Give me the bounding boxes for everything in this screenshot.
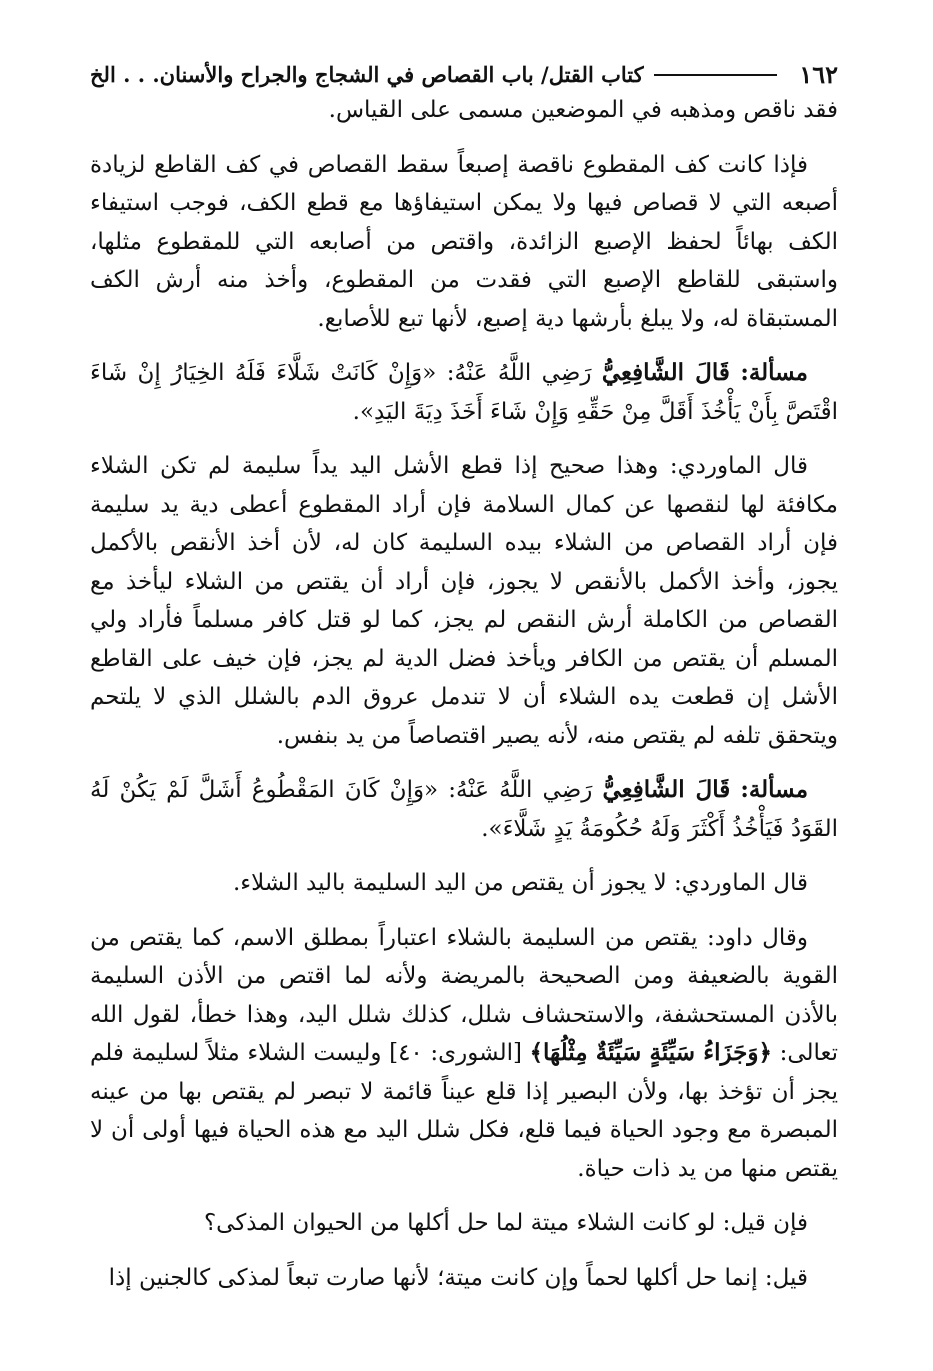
paragraph-5-end: [الشورى: ٤٠] وليست الشلاء مثلاً لسليمة فلم يجز أن تؤخذ بها، ولأن البصير إذا قلع عيناً قائمة لا تبصر لم يقتص بها من عينه المبصرة مع وجود الحياة فيما قلع، فكل شلل اليد مع هذه الحياة فيها أولى أن لا يقتص منها من يد ذات حياة. (90, 1040, 838, 1182)
shafii-heading: قَالَ الشَّافِعِيُّ (601, 359, 730, 386)
paragraph-2: فإذا كانت كف المقطوع ناقصة إصبعاً سقط القصاص في كف القاطع لزيادة أصبعه التي لا قصاص فيها ولا يمكن استيفاؤها مع قطع الكف، فوجب استيفاء الكف بهائاً لحفظ الإصبع الزائدة، واقتص من أصابعه التي للمقطوع مثلها، واستبقى للقاطع الإصبع التي فقدت من المقطوع، وأخذ منه أرش الكف المستبقاة له، ولا يبلغ بأرشها دية إصبع، لأنها تبع للأصابع. (90, 151, 838, 332)
body-text (90, 91, 838, 1297)
masala-quote: رَضِي اللَّهُ عَنْهُ: «وَإِنْ كَانَ المَقْطُوعُ أَشَلَّ لَمْ يَكُنْ لَهُ القَوَدُ فَيَأْخُذُ أَكْثَرَ وَلَهُ حُكُومَةُ يَدٍ شَلَّاءَ». (90, 777, 838, 842)
paragraph-5 (90, 919, 838, 1189)
masala-quote: رَضِي اللَّهُ عَنْهُ: «وَإِنْ كَانَتْ شَلَّاءَ فَلَهُ الخِيَارُ إِنْ شَاءَ اقْتَصَّ بِأَنْ يَأْخُذَ أَقَلَّ مِنْ حَقِّهِ وَإِنْ شَاءَ أَخَذَ دِيَةَ اليَدِ». (90, 360, 838, 425)
paragraph-6: فإن قيل: لو كانت الشلاء ميتة لما حل أكلها من الحيوان المذكى؟ (203, 1210, 808, 1236)
masala-label: مسألة: (740, 776, 809, 803)
page-header (90, 60, 838, 91)
paragraph-5-start: وقال داود: يقتص من السليمة بالشلاء اعتباراً بمطلق الاسم، كما يقتص من القوية بالضعيفة ومن الصحيحة بالمريضة ولأنه لما اقتص من الأذن السليمة بالأذن المستحشفة، والاستحشاف شلل، كذلك شلل اليد، وهذا خطأ، لقول الله تعالى: (90, 924, 839, 1066)
paragraph-3: قال الماوردي: وهذا صحيح إذا قطع الأشل اليد يداً سليمة لم تكن الشلاء مكافئة لها لنقصها عن كمال السلامة فإن أراد المقطوع أعطى دية يد سليمة فإن أراد القصاص من الشلاء بيده السليمة كان له، لأن أخذ الأنقص بالأكمل يجوز، وأخذ الأكمل بالأنقص لا يجوز، فإن أراد أن يقتص من الشلاء ليأخذ مع القصاص من الكاملة أرش النقص لم يجز، كما لو قتل كافر مسلماً فأراد ولي المسلم أن يقتص من الكافر ويأخذ فضل الدية لم يجز، فإن خيف على القاطع الأشل إن قطعت يده الشلاء أن لا تندمل عروق الدم بالشلل الذي لا يلتحم ويتحقق تلفه لم يقتص منه، لأنه يصير اقتصاصاً من يد بنفس. (90, 453, 838, 749)
header-rule (654, 74, 778, 76)
paragraph-7: قيل: إنما حل أكلها لحماً وإن كانت ميتة؛ لأنها صارت تبعاً لمذكى كالجنين إذا (108, 1264, 808, 1291)
masala-1 (90, 354, 838, 431)
quran-verse: ﴿وَجَزَاءُ سَيِّئَةٍ سَيِّئَةٌ مِثْلُهَا﴾ (529, 1039, 772, 1066)
page-number: ١٦٢ (799, 60, 838, 89)
running-title: كتاب القتل/ باب القصاص في الشجاج والجراح والأسنان. . . الخ (90, 62, 644, 87)
shafii-heading: قَالَ الشَّافِعِيُّ (602, 776, 731, 803)
masala-label: مسألة: (740, 359, 809, 386)
paragraph-4: قال الماوردي: لا يجوز أن يقتص من اليد السليمة باليد الشلاء. (232, 870, 808, 896)
paragraph-1: فقد ناقص ومذهبه في الموضعين مسمى على القياس. (328, 97, 838, 123)
masala-2 (90, 771, 838, 848)
